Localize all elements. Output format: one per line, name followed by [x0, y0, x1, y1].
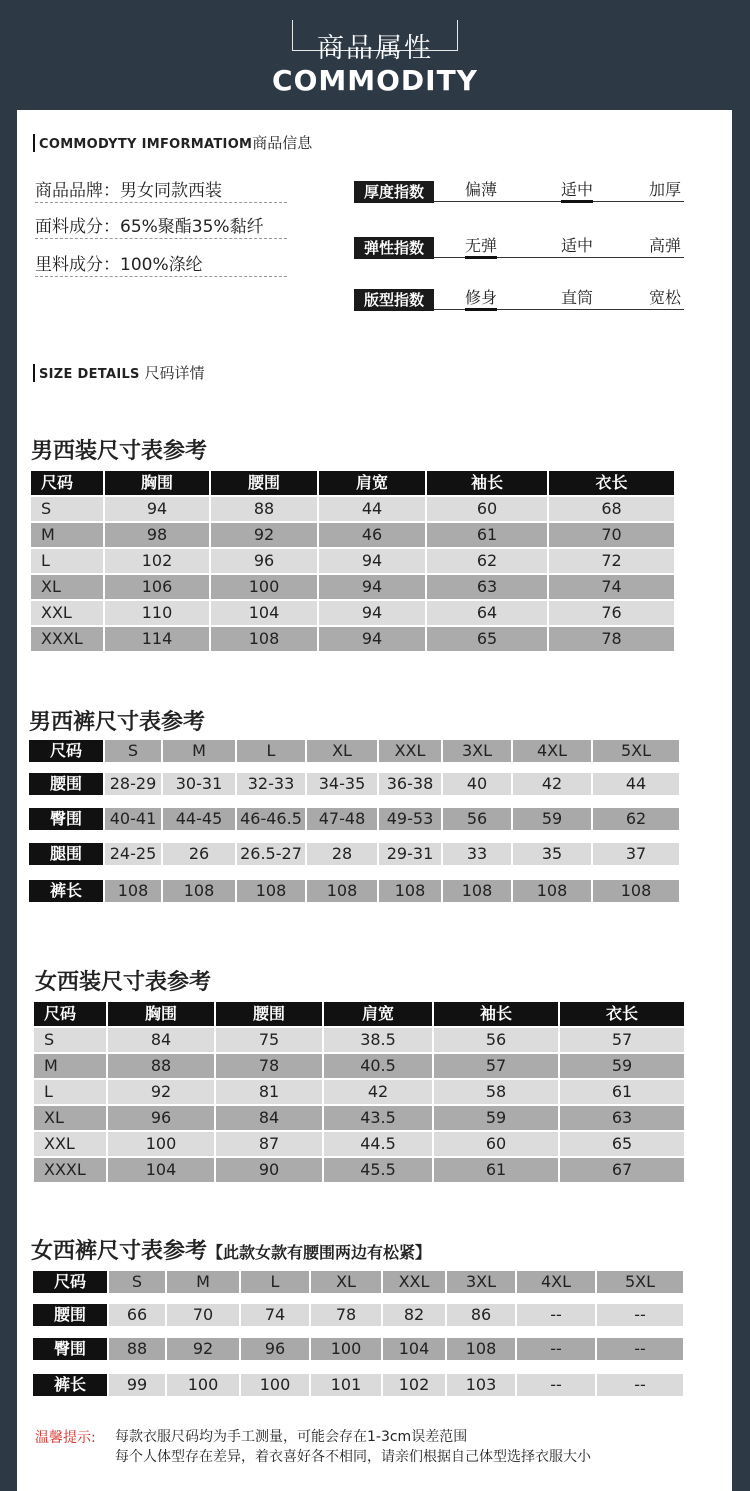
table-cell: 100	[311, 1338, 381, 1360]
table-cell: 26	[163, 843, 235, 865]
table-cell: 56	[434, 1028, 558, 1052]
table-cell: 84	[216, 1106, 322, 1130]
table-header-cell: 腰围	[211, 471, 317, 495]
row-header: 尺码	[33, 1271, 107, 1293]
table-header-cell: 胸围	[108, 1002, 214, 1026]
size-header-cell: L	[237, 740, 305, 762]
attribute-fabric: 面料成分：65%聚酯35%黏纤	[35, 216, 287, 239]
row-header: 腰围	[33, 1304, 107, 1326]
table-cell: 94	[319, 575, 425, 599]
table-cell: 28	[307, 843, 377, 865]
row-header: 尺码	[29, 740, 103, 762]
table-cell: 96	[241, 1338, 309, 1360]
table-cell: 78	[216, 1054, 322, 1078]
table-cell: 59	[560, 1054, 684, 1078]
table-cell: --	[597, 1338, 683, 1360]
index-label: 弹性指数	[354, 237, 434, 259]
table-header-cell: 衣长	[560, 1002, 684, 1026]
table-cell: 65	[560, 1132, 684, 1156]
table-cell: 57	[560, 1028, 684, 1052]
table-cell: 63	[560, 1106, 684, 1130]
size-label-cell: XXXL	[31, 627, 103, 651]
table-cell: 75	[216, 1028, 322, 1052]
table-cell: 86	[447, 1304, 515, 1326]
table-cell: 108	[513, 880, 591, 902]
table-cell: 100	[108, 1132, 214, 1156]
table-cell: 56	[443, 808, 511, 830]
table-cell: 87	[216, 1132, 322, 1156]
index-option-selected: 无弹	[465, 236, 497, 259]
table-cell: 42	[513, 773, 591, 795]
size-label-cell: S	[31, 497, 103, 521]
table-cell: 78	[311, 1304, 381, 1326]
size-header-cell: 3XL	[447, 1271, 515, 1293]
size-header-cell: M	[167, 1271, 239, 1293]
table-cell: 108	[379, 880, 441, 902]
table-cell: 102	[383, 1374, 445, 1396]
table-cell: 108	[211, 627, 317, 651]
size-label-cell: XXXL	[34, 1158, 106, 1182]
table-cell: 40	[443, 773, 511, 795]
table-cell: 70	[167, 1304, 239, 1326]
table-cell: 70	[549, 523, 674, 547]
table-cell: 108	[237, 880, 305, 902]
table-cell: 92	[108, 1080, 214, 1104]
table-cell: 46-46.5	[237, 808, 305, 830]
table-cell: 84	[108, 1028, 214, 1052]
women-suit-title: 女西装尺寸表参考	[35, 970, 212, 995]
table-cell: 88	[109, 1338, 165, 1360]
women-pants-title-text: 女西裤尺寸表参考	[31, 1239, 208, 1264]
table-cell: --	[597, 1304, 683, 1326]
table-cell: 92	[211, 523, 317, 547]
header-title-cn: 商品属性	[317, 33, 433, 64]
table-cell: 94	[319, 549, 425, 573]
size-header-cell: 4XL	[517, 1271, 595, 1293]
index-option: 偏薄	[465, 180, 498, 199]
index-option: 宽松	[649, 288, 682, 307]
table-header-cell: 尺码	[34, 1002, 106, 1026]
table-cell: 62	[593, 808, 679, 830]
table-cell: 81	[216, 1080, 322, 1104]
table-cell: 88	[211, 497, 317, 521]
size-label-cell: XL	[34, 1106, 106, 1130]
table-cell: 78	[549, 627, 674, 651]
size-section-cn: 尺码详情	[144, 364, 205, 382]
table-cell: 104	[108, 1158, 214, 1182]
table-cell: 62	[427, 549, 547, 573]
size-label-cell: XL	[31, 575, 103, 599]
table-cell: 49-53	[379, 808, 441, 830]
size-label-cell: L	[31, 549, 103, 573]
index-label: 厚度指数	[354, 181, 434, 203]
row-header: 裤长	[33, 1374, 107, 1396]
header-title-en: COMMODITY	[272, 64, 478, 97]
table-cell: 43.5	[324, 1106, 432, 1130]
table-cell: 44.5	[324, 1132, 432, 1156]
table-cell: 99	[109, 1374, 165, 1396]
women-pants-title	[31, 1234, 431, 1265]
index-baseline	[434, 201, 684, 202]
men-suit-title: 男西装尺寸表参考	[31, 439, 208, 464]
table-cell: 110	[105, 601, 209, 625]
table-cell: 108	[447, 1338, 515, 1360]
index-label: 版型指数	[354, 289, 434, 311]
table-cell: 74	[241, 1304, 309, 1326]
table-cell: 100	[241, 1374, 309, 1396]
table-cell: 72	[549, 549, 674, 573]
index-option: 加厚	[649, 180, 682, 199]
table-cell: 34-35	[307, 773, 377, 795]
table-cell: 103	[447, 1374, 515, 1396]
table-cell: 104	[383, 1338, 445, 1360]
table-cell: 68	[549, 497, 674, 521]
table-cell: 82	[383, 1304, 445, 1326]
table-cell: 44	[319, 497, 425, 521]
table-cell: 100	[211, 575, 317, 599]
table-cell: 42	[324, 1080, 432, 1104]
table-cell: 60	[434, 1132, 558, 1156]
table-header-cell: 肩宽	[319, 471, 425, 495]
table-cell: 76	[549, 601, 674, 625]
table-cell: 102	[105, 549, 209, 573]
size-header-cell: S	[105, 740, 161, 762]
size-section-title	[33, 364, 205, 382]
table-cell: --	[597, 1374, 683, 1396]
table-cell: 44	[593, 773, 679, 795]
table-header-cell: 尺码	[31, 471, 103, 495]
table-cell: 100	[167, 1374, 239, 1396]
size-header-cell: 4XL	[513, 740, 591, 762]
table-cell: 65	[427, 627, 547, 651]
size-header-cell: M	[163, 740, 235, 762]
table-cell: 26.5-27	[237, 843, 305, 865]
table-cell: 88	[108, 1054, 214, 1078]
row-header: 臀围	[29, 808, 103, 830]
table-cell: 96	[211, 549, 317, 573]
table-cell: 108	[163, 880, 235, 902]
table-cell: 32-33	[237, 773, 305, 795]
size-header-cell: 5XL	[593, 740, 679, 762]
table-cell: 67	[560, 1158, 684, 1182]
attribute-brand: 商品品牌：男女同款西装	[35, 180, 287, 203]
size-section-en: SIZE DETAILS	[39, 367, 140, 382]
table-cell: 45.5	[324, 1158, 432, 1182]
table-cell: 59	[434, 1106, 558, 1130]
table-cell: 46	[319, 523, 425, 547]
tips-line-2: 每个人体型存在差异，着衣喜好各不相同，请亲们根据自己体型选择衣服大小	[115, 1449, 591, 1465]
table-cell: 92	[167, 1338, 239, 1360]
size-header-cell: 3XL	[443, 740, 511, 762]
index-option: 直筒	[561, 288, 594, 307]
index-option: 高弹	[649, 236, 682, 255]
table-cell: 40.5	[324, 1054, 432, 1078]
table-cell: 94	[105, 497, 209, 521]
size-header-cell: XL	[311, 1271, 381, 1293]
table-cell: 114	[105, 627, 209, 651]
table-cell: 37	[593, 843, 679, 865]
index-option-selected: 修身	[465, 288, 497, 311]
tips-label: 温馨提示:	[35, 1430, 96, 1446]
table-header-cell: 袖长	[434, 1002, 558, 1026]
size-header-cell: L	[241, 1271, 309, 1293]
row-header: 腰围	[29, 773, 103, 795]
table-cell: 108	[593, 880, 679, 902]
row-header: 腿围	[29, 843, 103, 865]
table-cell: 60	[427, 497, 547, 521]
table-cell: 61	[427, 523, 547, 547]
table-cell: 33	[443, 843, 511, 865]
table-header-cell: 胸围	[105, 471, 209, 495]
table-cell: 106	[105, 575, 209, 599]
table-cell: 61	[560, 1080, 684, 1104]
table-cell: 64	[427, 601, 547, 625]
table-cell: 58	[434, 1080, 558, 1104]
table-cell: --	[517, 1374, 595, 1396]
table-cell: 38.5	[324, 1028, 432, 1052]
men-pants-title: 男西裤尺寸表参考	[29, 710, 206, 735]
size-header-cell: XXL	[383, 1271, 445, 1293]
table-cell: 104	[211, 601, 317, 625]
attribute-lining: 里料成分：100%涤纶	[35, 254, 287, 277]
size-label-cell: M	[34, 1054, 106, 1078]
table-header-cell: 衣长	[549, 471, 674, 495]
table-cell: 36-38	[379, 773, 441, 795]
table-cell: 59	[513, 808, 591, 830]
table-cell: 94	[319, 627, 425, 651]
info-section-title	[33, 134, 312, 152]
table-cell: 90	[216, 1158, 322, 1182]
table-cell: 108	[307, 880, 377, 902]
table-cell: 61	[434, 1158, 558, 1182]
table-cell: 98	[105, 523, 209, 547]
table-cell: 101	[311, 1374, 381, 1396]
size-label-cell: XXL	[31, 601, 103, 625]
table-cell: 96	[108, 1106, 214, 1130]
size-header-cell: 5XL	[597, 1271, 683, 1293]
table-cell: 74	[549, 575, 674, 599]
table-header-cell: 袖长	[427, 471, 547, 495]
table-cell: 94	[319, 601, 425, 625]
index-option: 适中	[561, 236, 594, 255]
table-cell: 44-45	[163, 808, 235, 830]
table-cell: 24-25	[105, 843, 161, 865]
table-cell: 28-29	[105, 773, 161, 795]
table-cell: 108	[443, 880, 511, 902]
size-header-cell: XXL	[379, 740, 441, 762]
table-header-cell: 肩宽	[324, 1002, 432, 1026]
size-label-cell: XXL	[34, 1132, 106, 1156]
table-cell: --	[517, 1338, 595, 1360]
size-label-cell: L	[34, 1080, 106, 1104]
table-cell: 63	[427, 575, 547, 599]
tips-line-1: 每款衣服尺码均为手工测量，可能会存在1-3cm误差范围	[115, 1429, 468, 1445]
table-cell: 66	[109, 1304, 165, 1326]
size-label-cell: M	[31, 523, 103, 547]
size-header-cell: S	[109, 1271, 165, 1293]
size-label-cell: S	[34, 1028, 106, 1052]
table-cell: --	[517, 1304, 595, 1326]
size-header-cell: XL	[307, 740, 377, 762]
table-header-cell: 腰围	[216, 1002, 322, 1026]
table-cell: 47-48	[307, 808, 377, 830]
women-pants-note: 【此款女款有腰围两边有松紧】	[207, 1243, 432, 1262]
info-section-en: COMMODYTY IMFORMATIOM	[39, 137, 253, 152]
row-header: 臀围	[33, 1338, 107, 1360]
table-cell: 57	[434, 1054, 558, 1078]
info-section-cn: 商品信息	[252, 134, 313, 152]
table-cell: 35	[513, 843, 591, 865]
index-option-selected: 适中	[561, 180, 593, 203]
row-header: 裤长	[29, 880, 103, 902]
table-cell: 108	[105, 880, 161, 902]
table-cell: 30-31	[163, 773, 235, 795]
table-cell: 40-41	[105, 808, 161, 830]
table-cell: 29-31	[379, 843, 441, 865]
